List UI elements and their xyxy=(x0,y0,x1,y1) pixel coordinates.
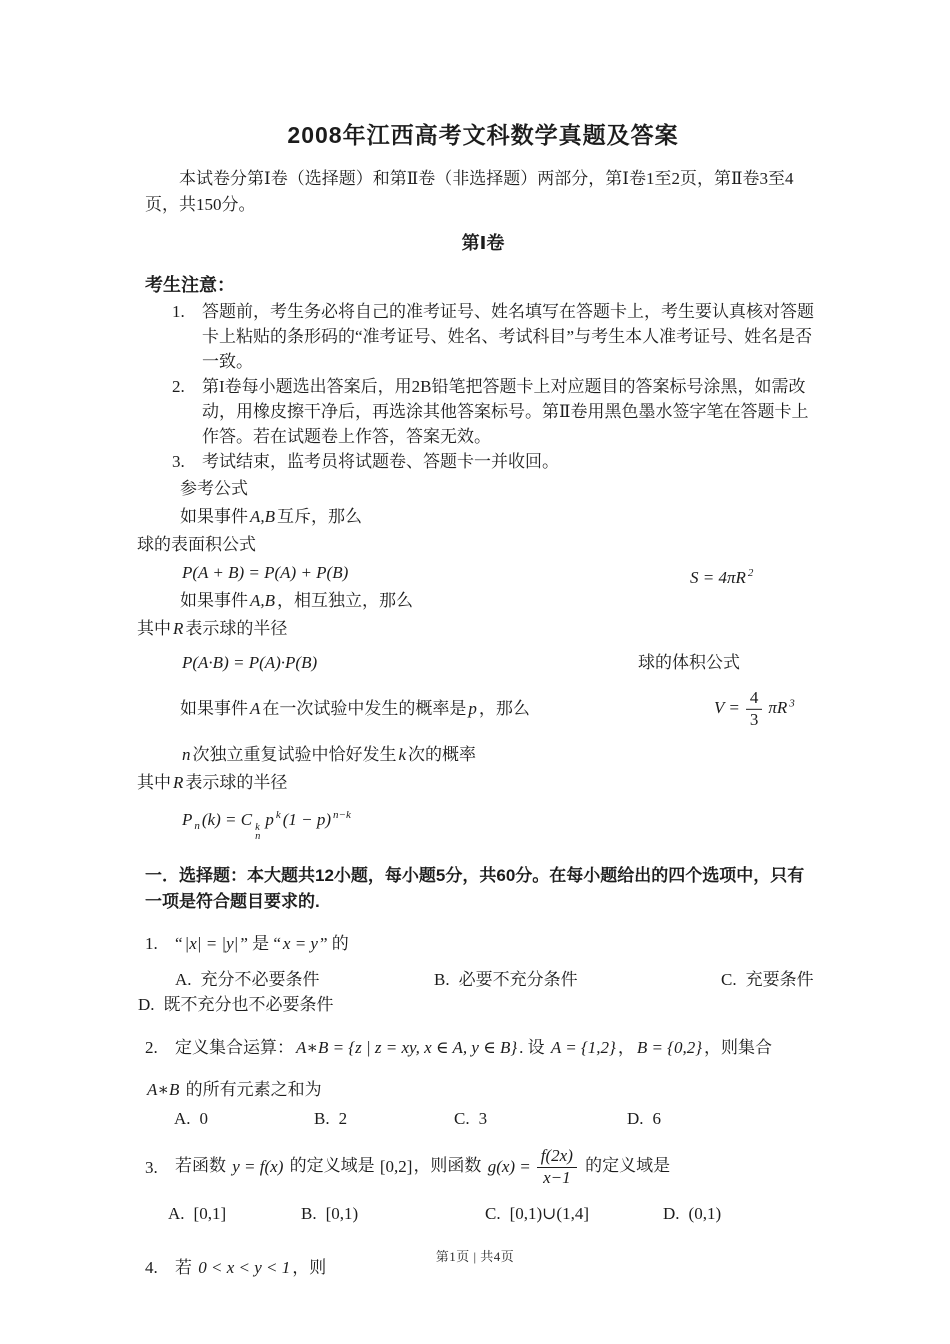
question-number: 4. xyxy=(145,1257,158,1277)
option-text: (0,1) xyxy=(688,1203,722,1223)
notice-item-number: 3. xyxy=(172,452,185,471)
question-stem: “ |x| = |y| ” 是 “ x = y ” 的 xyxy=(175,933,349,953)
option-text: 必要不充分条件 xyxy=(458,969,578,989)
formula-additive-probability: P(A + B) = P(A) + P(B) xyxy=(182,563,349,582)
option-c xyxy=(485,1204,589,1224)
sphere-volume-label: 球的体积公式 xyxy=(638,653,740,672)
question-3 xyxy=(145,1144,821,1192)
question-number: 2. xyxy=(145,1037,158,1057)
option-text: [0,1] xyxy=(193,1203,227,1223)
option-text: [0,1) xyxy=(325,1203,359,1223)
option-label: C. xyxy=(721,969,737,989)
n-trials-note: n 次独立重复试验中恰好发生 k 次的概率 xyxy=(182,745,477,764)
option-b xyxy=(301,1204,358,1224)
option-d xyxy=(138,990,334,1015)
question-1-options xyxy=(145,965,821,990)
option-d xyxy=(627,1109,661,1129)
option-label: A. xyxy=(174,1108,191,1128)
option-text: 0 xyxy=(199,1108,209,1128)
notice-item-text: 答题前，考生务必将自己的准考证号、姓名填写在答题卡上，考生要认真核对答题卡上粘贴的条形码的“准考证号、姓名、考试科目”与考生本人准考证号、姓名是否一致。 xyxy=(202,302,814,371)
formula-sphere-surface: S = 4πR $^2$ xyxy=(690,567,754,587)
option-label: B. xyxy=(314,1108,330,1128)
option-b xyxy=(434,965,578,990)
option-label: A. xyxy=(168,1203,185,1223)
independent-events-note: 如果事件 A,B ，相互独立，那么 xyxy=(180,591,414,610)
option-text: 充要条件 xyxy=(745,969,814,989)
question-2 xyxy=(145,1033,821,1063)
page-footer: 第1页 | 共4页 xyxy=(435,1249,515,1264)
question-3-options xyxy=(145,1204,821,1229)
option-label: C. xyxy=(454,1108,470,1128)
option-a xyxy=(174,1109,208,1129)
option-a xyxy=(168,1204,226,1224)
notice-item-number: 2. xyxy=(172,377,185,396)
option-text: 既不充分也不必要条件 xyxy=(163,994,334,1014)
page-content xyxy=(137,0,821,1281)
option-label: B. xyxy=(301,1203,317,1223)
option-c xyxy=(454,1109,487,1129)
notice-item-3 xyxy=(145,449,821,474)
notice-item-number: 1. xyxy=(172,302,185,321)
notice-heading: 考生注意： xyxy=(145,275,235,295)
option-text: 3 xyxy=(478,1108,488,1128)
option-text: 充分不必要条件 xyxy=(200,969,320,989)
question-stem: 若函数 y = f(x) 的定义域是 [0,2]，则函数 g(x) = $\frac{f(2x)}{x-1}$ 的定义域是 xyxy=(175,1146,671,1188)
single-trial-probability-note: 如果事件 A 在一次试验中发生的概率是 p ，那么 xyxy=(180,699,530,718)
question-1-option-d-row xyxy=(138,990,821,1015)
option-label: D. xyxy=(663,1203,680,1223)
option-text: 2 xyxy=(338,1108,348,1128)
formula-binomial-probability: P $_n$ (k) = C k n p $^k$ (1 − p) $^{n-k}$ xyxy=(182,809,351,842)
question-number: 1. xyxy=(145,933,158,953)
option-label: B. xyxy=(434,969,450,989)
radius-note-1: 其中 R 表示球的半径 xyxy=(137,619,288,638)
option-d xyxy=(663,1204,721,1224)
question-1 xyxy=(145,931,821,957)
question-stem: 若 0 < x < y < 1 ，则 xyxy=(175,1257,327,1277)
option-label: D. xyxy=(138,994,155,1014)
notice-item-text: 第I卷每小题选出答案后，用2B铅笔把答题卡上对应题目的答案标号涂黑，如需改动，用橡皮擦干净后，再选涂其他答案标号。第Ⅱ卷用黑色墨水签字笔在答题卡上作答。若在试题卷上作答，答案无效。 xyxy=(202,377,809,446)
choice-section-heading: 一．选择题：本大题共12小题，每小题5分，共60分。在每小题给出的四个选项中，只有一项是符合题目要求的. xyxy=(145,865,805,911)
reference-formulas-section xyxy=(137,475,821,842)
intro-paragraph: 本试卷分第Ⅰ卷（选择题）和第Ⅱ卷（非选择题）两部分，第Ⅰ卷1至2页，第Ⅱ卷3至4页，共150分。 xyxy=(145,169,794,214)
notice-item-1 xyxy=(145,299,821,374)
formula-product-probability: P(A·B) = P(A)·P(B) xyxy=(182,653,318,672)
question-2-stem-line2: A∗B 的所有元素之和为 xyxy=(147,1079,322,1099)
part1-heading: 第Ⅰ卷 xyxy=(461,233,505,253)
option-text: 6 xyxy=(652,1108,662,1128)
option-label: A. xyxy=(175,969,192,989)
notice-item-2 xyxy=(145,374,821,449)
notice-item-text: 考试结束，监考员将试题卷、答题卡一并收回。 xyxy=(202,452,559,471)
page-title: 2008年江西高考文科数学真题及答案 xyxy=(287,122,679,148)
option-text: [0,1)∪(1,4] xyxy=(509,1203,589,1223)
reference-heading: 参考公式 xyxy=(180,479,248,498)
question-stem: 定义集合运算： A∗B = {z | z = xy, x ∈ A, y ∈ B} . 设 A = {1,2} ， B = {0,2} ，则集合 xyxy=(175,1037,773,1057)
question-2-options xyxy=(145,1109,821,1134)
option-a xyxy=(175,965,320,990)
sphere-surface-label: 球的表面积公式 xyxy=(137,535,256,554)
option-label: D. xyxy=(627,1108,644,1128)
radius-note-2: 其中 R 表示球的半径 xyxy=(137,773,288,792)
option-label: C. xyxy=(485,1203,501,1223)
formula-sphere-volume: V = $\frac{4}{3}$ πR $^3$ xyxy=(714,687,795,729)
question-number: 3. xyxy=(145,1157,158,1177)
notice-list xyxy=(145,299,821,474)
mutually-exclusive-note: 如果事件 A,B 互斥，那么 xyxy=(180,507,363,526)
option-c xyxy=(721,965,814,990)
option-b xyxy=(314,1109,347,1129)
